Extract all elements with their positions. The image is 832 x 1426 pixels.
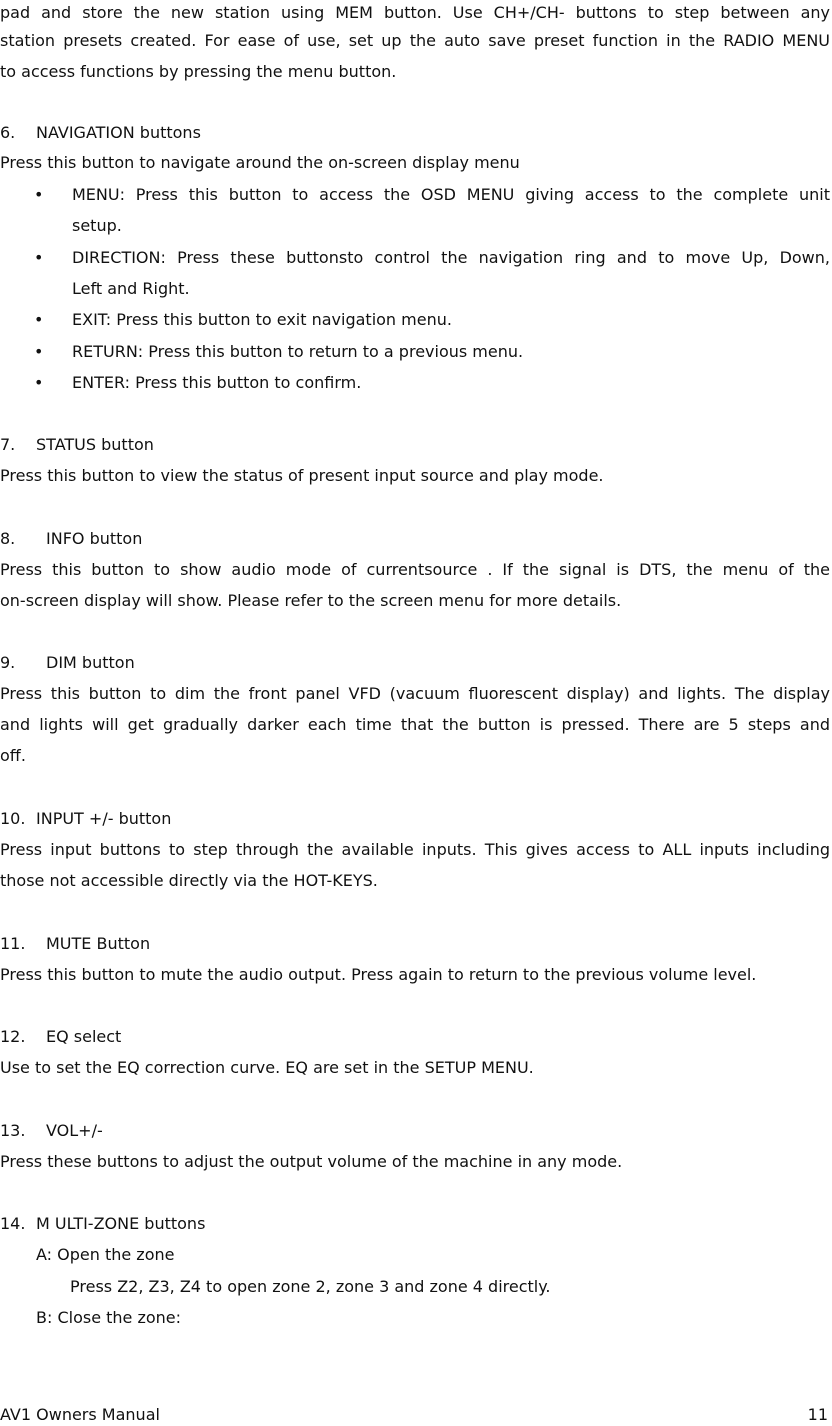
section-6-heading (0, 120, 830, 146)
section-7-number: 7. (0, 435, 16, 454)
section-10-heading (0, 806, 830, 832)
section-7-title: STATUS button (36, 435, 154, 454)
bullet-icon: • (34, 185, 44, 204)
section-12-title: EQ select (46, 1027, 122, 1046)
section-14-open-zone: A: Open the zone (36, 1245, 175, 1264)
section-9-desc-2: and lights will get gradually darker each time that the button is pressed. There are 5 steps and (0, 715, 830, 734)
section-12-desc: Use to set the EQ correction curve. EQ are set in the SETUP MENU. (0, 1058, 534, 1077)
section-8-number: 8. (0, 529, 16, 548)
s6-bullet-direction-cont: Left and Right. (72, 279, 190, 298)
section-14-heading (0, 1211, 830, 1237)
s6-bullet-enter: ENTER: Press this button to confirm. (72, 373, 362, 392)
section-6-desc: Press this button to navigate around the on-screen display menu (0, 153, 520, 172)
section-14-open-zone-detail: Press Z2, Z3, Z4 to open zone 2, zone 3 and zone 4 directly. (70, 1277, 551, 1296)
section-9-number: 9. (0, 653, 16, 672)
section-7-heading (0, 432, 830, 458)
section-8-desc-1: Press this button to show audio mode of currentsource . If the signal is DTS, the menu of the (0, 560, 830, 579)
section-10-desc-2: those not accessible directly via the HOT-KEYS. (0, 871, 378, 890)
bullet-icon: • (34, 248, 44, 267)
section-10-desc-1: Press input buttons to step through the available inputs. This gives access to ALL inputs including (0, 840, 830, 859)
section-9-desc-1: Press this button to dim the front panel VFD (vacuum fluorescent display) and lights. The display (0, 684, 830, 703)
bullet-icon: • (34, 310, 44, 329)
section-13-desc: Press these buttons to adjust the output volume of the machine in any mode. (0, 1152, 623, 1171)
section-12-heading (0, 1024, 830, 1050)
section-11-title: MUTE Button (46, 934, 151, 953)
section-11-heading (0, 931, 830, 957)
intro-line-2: station presets created. For ease of use, set up the auto save preset function in the RADIO MENU (0, 31, 830, 50)
intro-line-1: pad and store the new station using MEM button. Use CH+/CH- buttons to step between any (0, 3, 830, 22)
section-13-heading (0, 1118, 830, 1144)
bullet-icon: • (34, 373, 44, 392)
section-13-number: 13. (0, 1121, 26, 1140)
section-9-heading (0, 650, 830, 676)
s6-bullet-menu: MENU: Press this button to access the OSD MENU giving access to the complete unit (72, 185, 830, 204)
section-10-number: 10. (0, 809, 26, 828)
section-14-close-zone: B: Close the zone: (36, 1308, 182, 1327)
s6-bullet-return: RETURN: Press this button to return to a previous menu. (72, 342, 524, 361)
s6-bullet-menu-cont: setup. (72, 216, 122, 235)
section-14-number: 14. (0, 1214, 26, 1233)
bullet-icon: • (34, 342, 44, 361)
section-11-desc: Press this button to mute the audio output. Press again to return to the previous volume level. (0, 965, 757, 984)
section-9-title: DIM button (46, 653, 135, 672)
s6-bullet-direction: DIRECTION: Press these buttonsto control the navigation ring and to move Up, Down, (72, 248, 830, 267)
page-number: 11 (807, 1405, 828, 1424)
section-6-number: 6. (0, 123, 16, 142)
footer-title: AV1 Owners Manual (0, 1405, 160, 1424)
section-8-heading (0, 526, 830, 552)
section-12-number: 12. (0, 1027, 26, 1046)
intro-line-3: to access functions by pressing the menu button. (0, 62, 397, 81)
section-9-desc-3: off. (0, 746, 26, 765)
section-13-title: VOL+/- (46, 1121, 103, 1140)
section-11-number: 11. (0, 934, 26, 953)
section-14-title: M ULTI-ZONE buttons (36, 1214, 206, 1233)
section-8-title: INFO button (46, 529, 143, 548)
s6-bullet-exit: EXIT: Press this button to exit navigation menu. (72, 310, 452, 329)
section-10-title: INPUT +/- button (36, 809, 172, 828)
section-6-title: NAVIGATION buttons (36, 123, 201, 142)
section-7-desc: Press this button to view the status of present input source and play mode. (0, 466, 604, 485)
section-8-desc-2: on-screen display will show. Please refer to the screen menu for more details. (0, 591, 622, 610)
